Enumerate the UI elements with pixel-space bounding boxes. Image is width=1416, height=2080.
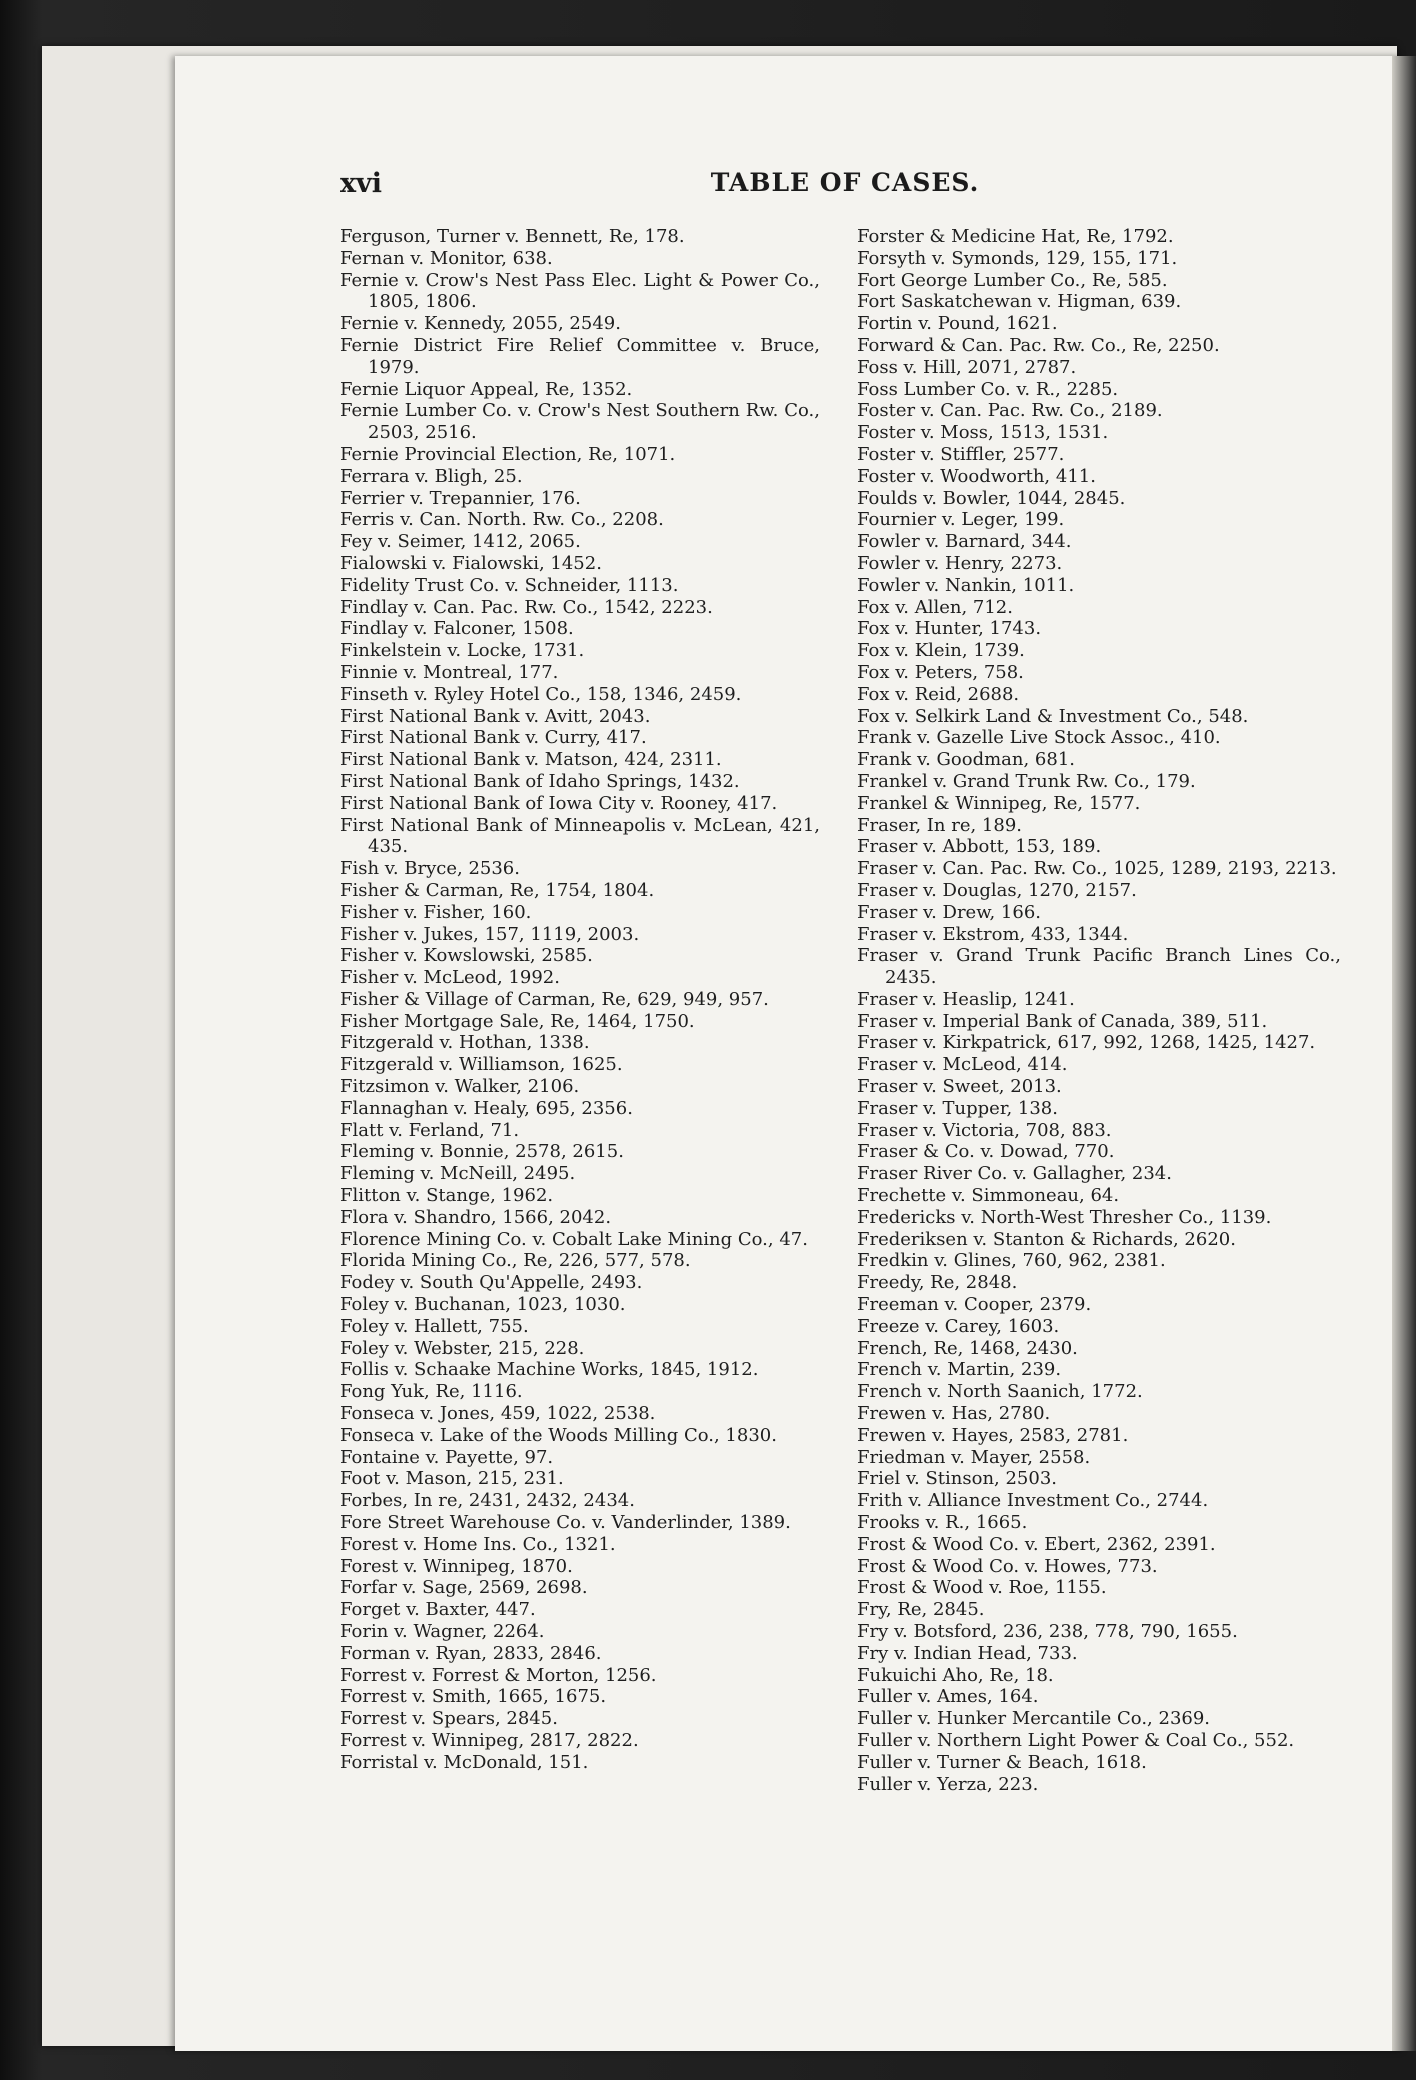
right-column: [857, 226, 1341, 1795]
case-entry: Frost & Wood Co. v. Howes, 773.: [857, 1555, 1158, 1577]
case-entry: Forest v. Home Ins. Co., 1321.: [340, 1533, 616, 1555]
case-entry: Ferrier v. Trepannier, 176.: [340, 487, 581, 509]
case-entry: Frooks v. R., 1665.: [857, 1512, 1028, 1534]
case-entry: Frank v. Gazelle Live Stock Assoc., 410.: [857, 727, 1221, 749]
case-entry: Fraser v. Tupper, 138.: [857, 1097, 1058, 1119]
case-entry: Fraser v. Sweet, 2013.: [857, 1076, 1062, 1098]
case-entry: Forster & Medicine Hat, Re, 1792.: [857, 226, 1174, 247]
case-entry: Finseth v. Ryley Hotel Co., 158, 1346, 2459.: [340, 683, 742, 705]
case-entry: Fox v. Selkirk Land & Investment Co., 548.: [857, 705, 1249, 727]
case-entry: Finnie v. Montreal, 177.: [340, 661, 559, 683]
case-entry: Fleming v. Bonnie, 2578, 2615.: [340, 1141, 624, 1163]
case-entry: Frederiksen v. Stanton & Richards, 2620.: [857, 1228, 1236, 1250]
case-entry: Frankel & Winnipeg, Re, 1577.: [857, 792, 1141, 814]
case-entry: Fraser v. Can. Pac. Rw. Co., 1025, 1289, 2193, 2213.: [857, 858, 1337, 880]
case-entry: Fernie Provincial Election, Re, 1071.: [340, 443, 676, 465]
case-entry: Fitzgerald v. Williamson, 1625.: [340, 1054, 623, 1076]
case-entry: Fernie v. Kennedy, 2055, 2549.: [340, 313, 621, 335]
case-entry: Fleming v. McNeill, 2495.: [340, 1163, 576, 1185]
case-entry: Fraser v. McLeod, 414.: [857, 1054, 1068, 1076]
case-entry: Flora v. Shandro, 1566, 2042.: [340, 1206, 612, 1228]
case-entry: Flitton v. Stange, 1962.: [340, 1185, 554, 1207]
case-entry: Fox v. Peters, 758.: [857, 661, 1024, 683]
case-entry: Fish v. Bryce, 2536.: [340, 858, 520, 880]
page-title: TABLE OF CASES.: [710, 168, 980, 197]
case-entry: Florida Mining Co., Re, 226, 577, 578.: [340, 1250, 691, 1272]
case-entry: Fodey v. South Qu'Appelle, 2493.: [340, 1272, 643, 1294]
case-entry: French v. North Saanich, 1772.: [857, 1381, 1143, 1403]
case-entry: First National Bank of Iowa City v. Rooney, 417.: [340, 792, 778, 814]
case-entry: Foot v. Mason, 215, 231.: [340, 1468, 564, 1490]
case-entry: Flannaghan v. Healy, 695, 2356.: [340, 1097, 633, 1119]
case-entry: Fernie District Fire Relief Committee v. Bruce, 1979.: [340, 334, 820, 378]
case-entry: Forrest v. Winnipeg, 2817, 2822.: [340, 1729, 639, 1751]
case-entry: Fraser, In re, 189.: [857, 814, 1022, 836]
case-entry: Fox v. Hunter, 1743.: [857, 618, 1042, 640]
case-entry: Finkelstein v. Locke, 1731.: [340, 640, 585, 662]
case-entry: Forsyth v. Symonds, 129, 155, 171.: [857, 247, 1178, 269]
case-entry: Forget v. Baxter, 447.: [340, 1599, 536, 1621]
case-entry: Forristal v. McDonald, 151.: [340, 1751, 589, 1773]
case-entry: Frewen v. Has, 2780.: [857, 1403, 1051, 1425]
case-entry: Freeze v. Carey, 1603.: [857, 1315, 1060, 1337]
case-entry: Fuller v. Yerza, 223.: [857, 1773, 1039, 1795]
case-entry: Fuller v. Northern Light Power & Coal Co., 552.: [857, 1729, 1295, 1751]
case-entry: Foulds v. Bowler, 1044, 2845.: [857, 487, 1126, 509]
case-entry: Fort Saskatchewan v. Higman, 639.: [857, 291, 1182, 313]
case-entry: First National Bank v. Curry, 417.: [340, 727, 647, 749]
case-entry: Fonseca v. Lake of the Woods Milling Co., 1830.: [340, 1424, 777, 1446]
case-entry: Fisher Mortgage Sale, Re, 1464, 1750.: [340, 1010, 695, 1032]
case-entry: Fisher v. Kowslowski, 2585.: [340, 945, 593, 967]
case-entry: Flatt v. Ferland, 71.: [340, 1119, 520, 1141]
case-entry: Fraser v. Grand Trunk Pacific Branch Lines Co., 2435.: [857, 945, 1341, 989]
case-entry: Fialowski v. Fialowski, 1452.: [340, 552, 602, 574]
case-entry: Fraser v. Ekstrom, 433, 1344.: [857, 923, 1129, 945]
case-entry: Foster v. Woodworth, 411.: [857, 465, 1096, 487]
case-entry: Fry, Re, 2845.: [857, 1599, 985, 1621]
case-entry: Frechette v. Simmoneau, 64.: [857, 1185, 1120, 1207]
case-entry: Frewen v. Hayes, 2583, 2781.: [857, 1424, 1129, 1446]
left-column: [340, 226, 820, 1774]
case-entry: Ferguson, Turner v. Bennett, Re, 178.: [340, 226, 685, 247]
case-entry: Fraser v. Douglas, 1270, 2157.: [857, 879, 1137, 901]
case-entry: Fox v. Reid, 2688.: [857, 683, 1020, 705]
case-entry: French, Re, 1468, 2430.: [857, 1337, 1078, 1359]
case-entry: Ferris v. Can. North. Rw. Co., 2208.: [340, 509, 664, 531]
case-entry: Frith v. Alliance Investment Co., 2744.: [857, 1490, 1209, 1512]
case-entry: Fisher v. Fisher, 160.: [340, 901, 532, 923]
case-entry: Forrest v. Forrest & Morton, 1256.: [340, 1664, 657, 1686]
case-entry: Fong Yuk, Re, 1116.: [340, 1381, 523, 1403]
case-entry: Findlay v. Can. Pac. Rw. Co., 1542, 2223.: [340, 596, 713, 618]
case-entry: Fey v. Seimer, 1412, 2065.: [340, 531, 581, 553]
case-entry: Fort George Lumber Co., Re, 585.: [857, 269, 1168, 291]
case-entry: Fontaine v. Payette, 97.: [340, 1446, 554, 1468]
case-entry: Friel v. Stinson, 2503.: [857, 1468, 1058, 1490]
case-entry: Foster v. Moss, 1513, 1531.: [857, 422, 1109, 444]
case-entry: French v. Martin, 239.: [857, 1359, 1062, 1381]
case-entry: Frank v. Goodman, 681.: [857, 749, 1076, 771]
case-entry: Forward & Can. Pac. Rw. Co., Re, 2250.: [857, 334, 1220, 356]
case-entry: Fredkin v. Glines, 760, 962, 2381.: [857, 1250, 1166, 1272]
case-entry: Freedy, Re, 2848.: [857, 1272, 1018, 1294]
case-entry: Foley v. Buchanan, 1023, 1030.: [340, 1294, 626, 1316]
case-entry: Fox v. Allen, 712.: [857, 596, 1013, 618]
case-entry: Fitzgerald v. Hothan, 1338.: [340, 1032, 590, 1054]
case-entry: Fraser v. Heaslip, 1241.: [857, 988, 1075, 1010]
case-entry: Forman v. Ryan, 2833, 2846.: [340, 1642, 602, 1664]
case-entry: Fraser v. Imperial Bank of Canada, 389, 511.: [857, 1010, 1268, 1032]
case-entry: Fowler v. Barnard, 344.: [857, 531, 1072, 553]
case-entry: Fisher & Carman, Re, 1754, 1804.: [340, 879, 655, 901]
case-entry: Fernie v. Crow's Nest Pass Elec. Light & Power Co., 1805, 1806.: [340, 269, 820, 313]
case-entry: Florence Mining Co. v. Cobalt Lake Mining Co., 47.: [340, 1228, 808, 1250]
page-number: xvi: [340, 168, 383, 199]
case-entry: Follis v. Schaake Machine Works, 1845, 1912.: [340, 1359, 759, 1381]
page-edge: [1392, 56, 1416, 2051]
case-entry: Forrest v. Spears, 2845.: [340, 1708, 558, 1730]
case-entry: Fortin v. Pound, 1621.: [857, 313, 1058, 335]
case-entry: Fowler v. Nankin, 1011.: [857, 574, 1075, 596]
case-entry: Fitzsimon v. Walker, 2106.: [340, 1076, 580, 1098]
case-entry: Fraser v. Kirkpatrick, 617, 992, 1268, 1425, 1427.: [857, 1032, 1316, 1054]
case-entry: Forin v. Wagner, 2264.: [340, 1621, 545, 1642]
case-entry: Foster v. Can. Pac. Rw. Co., 2189.: [857, 400, 1163, 422]
case-entry: First National Bank of Minneapolis v. McLean, 421, 435.: [340, 814, 820, 858]
case-entry: Freeman v. Cooper, 2379.: [857, 1294, 1092, 1316]
case-entry: Fraser & Co. v. Dowad, 770.: [857, 1141, 1115, 1163]
case-entry: Fraser v. Drew, 166.: [857, 901, 1041, 923]
case-entry: Foss Lumber Co. v. R., 2285.: [857, 378, 1119, 400]
case-entry: Forest v. Winnipeg, 1870.: [340, 1555, 573, 1577]
case-entry: Foss v. Hill, 2071, 2787.: [857, 356, 1077, 378]
case-entry: Fisher & Village of Carman, Re, 629, 949, 957.: [340, 988, 769, 1010]
case-entry: Fisher v. McLeod, 1992.: [340, 967, 560, 989]
case-entry: Frost & Wood v. Roe, 1155.: [857, 1577, 1107, 1599]
case-entry: Fraser River Co. v. Gallagher, 234.: [857, 1163, 1172, 1185]
case-entry: Foley v. Webster, 215, 228.: [340, 1337, 585, 1359]
case-entry: Forfar v. Sage, 2569, 2698.: [340, 1577, 588, 1599]
case-entry: First National Bank v. Avitt, 2043.: [340, 705, 651, 727]
case-entry: Fonseca v. Jones, 459, 1022, 2538.: [340, 1403, 656, 1425]
case-entry: Fournier v. Leger, 199.: [857, 509, 1065, 531]
case-entry: Fuller v. Ames, 164.: [857, 1686, 1039, 1708]
case-entry: Fisher v. Jukes, 157, 1119, 2003.: [340, 923, 640, 945]
case-entry: Fidelity Trust Co. v. Schneider, 1113.: [340, 574, 679, 596]
case-entry: Fernie Liquor Appeal, Re, 1352.: [340, 378, 633, 400]
case-entry: First National Bank of Idaho Springs, 1432.: [340, 770, 740, 792]
case-entry: Forrest v. Smith, 1665, 1675.: [340, 1686, 607, 1708]
case-entry: Fry v. Indian Head, 733.: [857, 1642, 1078, 1664]
case-entry: Frost & Wood Co. v. Ebert, 2362, 2391.: [857, 1533, 1216, 1555]
case-entry: Fuller v. Turner & Beach, 1618.: [857, 1751, 1147, 1773]
case-entry: Fernan v. Monitor, 638.: [340, 247, 553, 269]
case-entry: First National Bank v. Matson, 424, 2311.: [340, 749, 722, 771]
case-entry: Fox v. Klein, 1739.: [857, 640, 1025, 662]
case-entry: Fowler v. Henry, 2273.: [857, 552, 1063, 574]
case-entry: Fredericks v. North-West Thresher Co., 1139.: [857, 1206, 1272, 1228]
case-entry: Foley v. Hallett, 755.: [340, 1315, 529, 1337]
case-entry: Fore Street Warehouse Co. v. Vanderlinder, 1389.: [340, 1512, 791, 1534]
case-entry: Frankel v. Grand Trunk Rw. Co., 179.: [857, 770, 1196, 792]
case-entry: Ferrara v. Bligh, 25.: [340, 465, 523, 487]
page-header: [340, 168, 1350, 208]
case-entry: Fraser v. Abbott, 153, 189.: [857, 836, 1102, 858]
case-entry: Foster v. Stiffler, 2577.: [857, 443, 1065, 465]
case-entry: Fuller v. Hunker Mercantile Co., 2369.: [857, 1708, 1211, 1730]
case-entry: Forbes, In re, 2431, 2432, 2434.: [340, 1490, 635, 1512]
case-entry: Fraser v. Victoria, 708, 883.: [857, 1119, 1112, 1141]
case-entry: Friedman v. Mayer, 2558.: [857, 1446, 1091, 1468]
case-entry: Fukuichi Aho, Re, 18.: [857, 1664, 1054, 1686]
case-entry: Fry v. Botsford, 236, 238, 778, 790, 1655.: [857, 1621, 1238, 1642]
case-entry: Fernie Lumber Co. v. Crow's Nest Southern Rw. Co., 2503, 2516.: [340, 400, 820, 444]
case-entry: Findlay v. Falconer, 1508.: [340, 618, 574, 640]
